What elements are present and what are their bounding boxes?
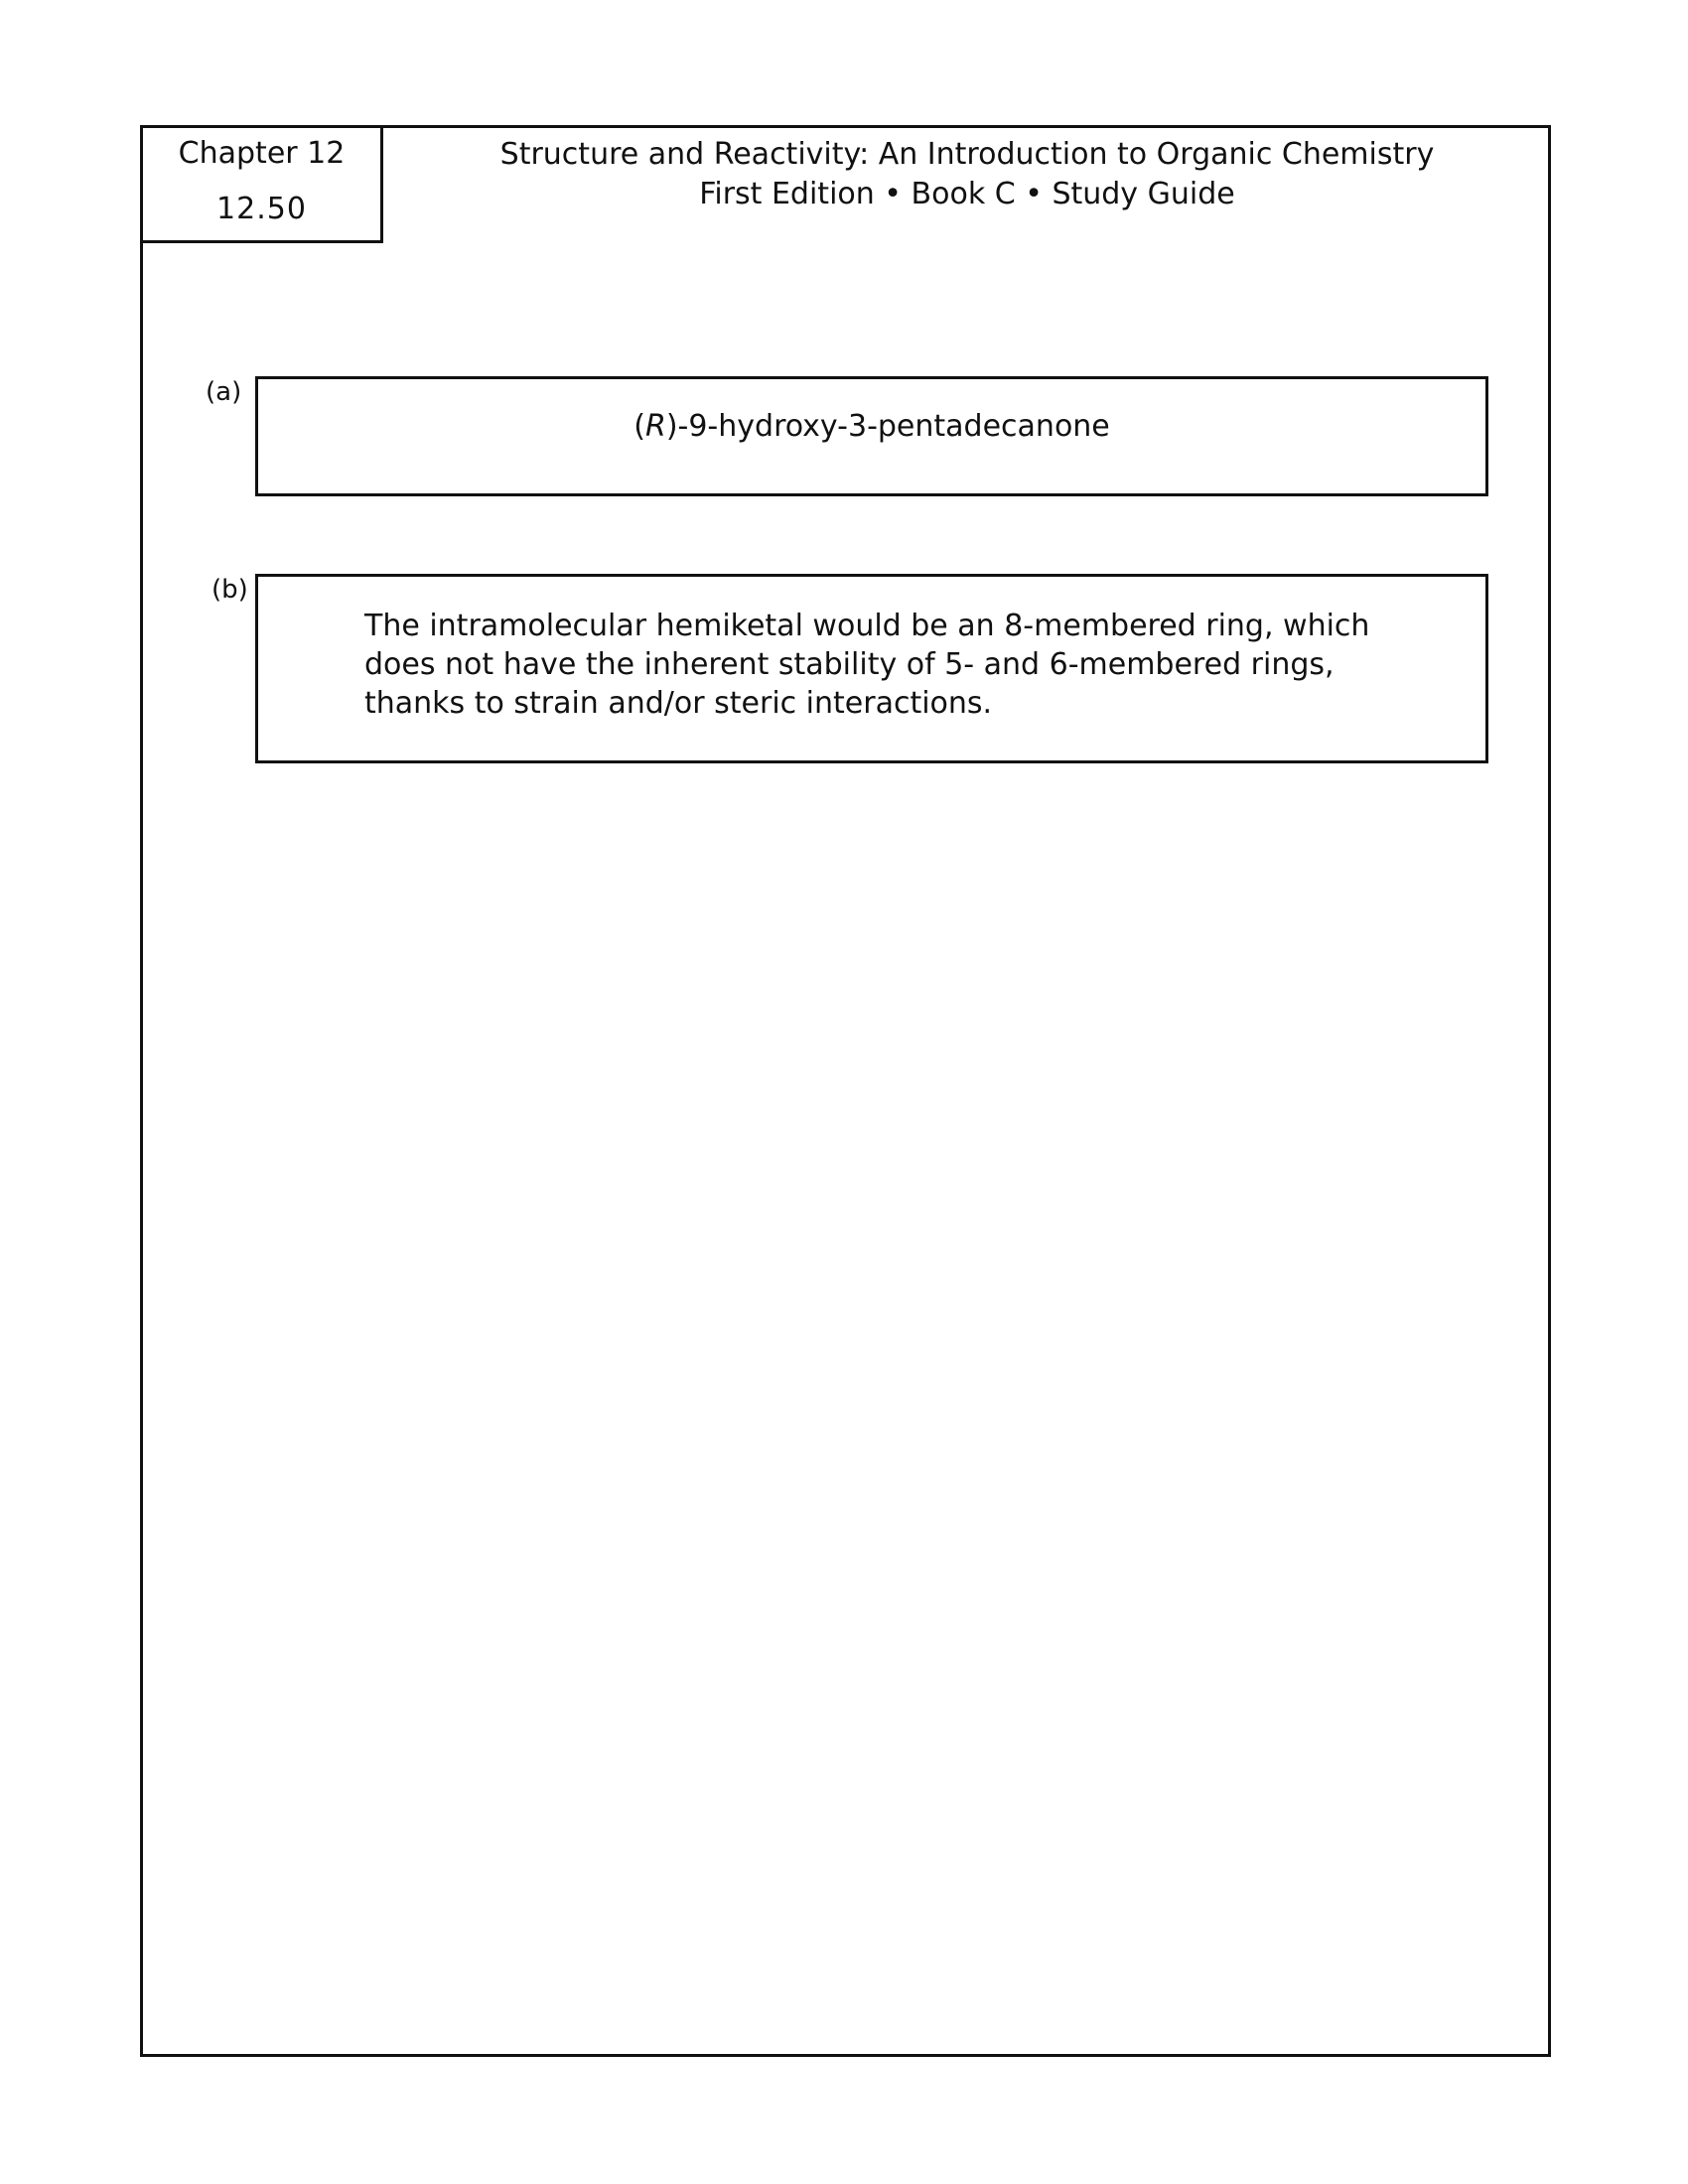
- chapter-label: Chapter 12: [178, 136, 346, 171]
- part-b-label: (b): [211, 575, 248, 605]
- problem-number: 12.50: [216, 192, 307, 226]
- book-title: Structure and Reactivity: An Introduction to Organic Chemistry: [499, 137, 1435, 172]
- part-b-answer-box: [255, 574, 1488, 763]
- part-a-answer-box: [255, 376, 1488, 496]
- part-a-answer: [258, 409, 1485, 445]
- stereo-descriptor: R: [644, 409, 666, 444]
- part-a-label: (a): [206, 377, 242, 407]
- book-subtitle: First Edition • Book C • Study Guide: [699, 177, 1235, 211]
- chapter-box: [140, 125, 383, 243]
- part-a-answer-open: (: [633, 409, 645, 444]
- part-a-answer-rest: )-9-hydroxy-3-pentadecanone: [665, 409, 1110, 444]
- part-b-answer: The intramolecular hemiketal would be an 8-membered ring, which does not have the inherent stability of 5- and 6-membered rings, thanks to strain and/or steric interactions.: [364, 609, 1370, 721]
